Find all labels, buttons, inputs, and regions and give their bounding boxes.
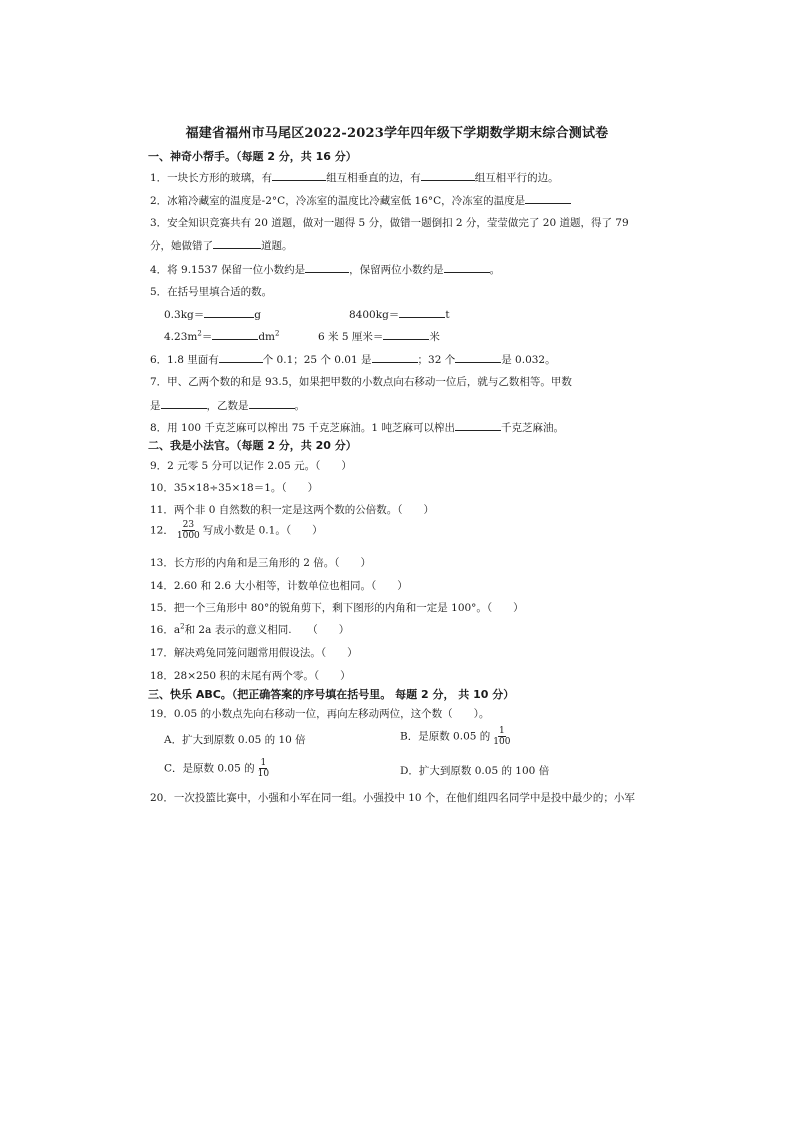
page-title: 福建省福州市马尾区2022-2023学年四年级下学期数学期末综合测试卷 [185,126,609,141]
question-text: 个 0.1；25 个 0.01 是 [262,354,372,366]
answer-blank[interactable] [455,351,501,363]
question-6 [150,351,556,367]
fraction [492,726,511,747]
question-10: 10．35×18÷35×18＝1。（ ） [150,482,319,494]
question-9: 9．2 元零 5 分可以记作 2.05 元。（ ） [150,460,352,472]
question-text: 分，她做错了 [150,240,213,252]
question-5-item-1 [164,306,261,322]
question-text: 7．甲、乙两个数的和是 93.5，如果把甲数的小数点向右移动一位后，就与乙数相等。甲数 [150,376,572,388]
question-18: 18．28×250 积的末尾有两个零。（ ） [150,670,351,682]
answer-blank[interactable] [249,397,295,409]
question-text: ，乙数是 [206,400,249,412]
question-3 [150,215,629,230]
answer-blank[interactable] [305,261,349,273]
question-text: 6．1.8 里面有 [150,354,219,366]
question-text: 组互相垂直的边，有 [326,172,421,184]
answer-blank[interactable] [161,397,207,409]
question-text: ，保留两位小数约是 [349,264,444,276]
superscript: 2 [275,329,280,338]
question-8 [150,419,564,435]
question-7 [150,374,572,389]
superscript: 2 [180,622,185,631]
question-text: 道题。 [261,240,293,252]
question-3-cont [150,237,293,253]
answer-blank[interactable] [219,351,263,363]
fraction-numerator: 1 [499,726,505,736]
choice-d[interactable]: D．扩大到原数 0.05 的 100 倍 [400,765,550,777]
answer-blank[interactable] [212,328,258,340]
question-text: 是 [150,400,161,412]
fraction-denominator: 1000 [176,531,200,541]
question-17: 17．解决鸡兔同笼问题常用假设法。（ ） [150,647,358,659]
question-text: 是 0.032。 [501,354,556,366]
question-15: 15．把一个三角形中 80°的锐角剪下，剩下图形的内角和一定是 100°。（ ） [150,602,524,614]
question-5 [150,284,272,299]
question-text: 5．在括号里填合适的数。 [150,286,273,298]
question-text: 12． [150,524,174,537]
answer-blank[interactable] [444,261,490,273]
answer-blank[interactable] [421,169,475,181]
fraction-numerator: 1 [260,758,267,768]
choice-text: C．是原数 0.05 的 [164,762,255,775]
question-text: 1．一块长方形的玻璃，有 [150,172,273,184]
choice-a[interactable]: A．扩大到原数 0.05 的 10 倍 [164,734,306,746]
unit-text: t [445,309,450,321]
question-text: 4.23m [164,331,198,343]
answer-blank[interactable] [372,351,418,363]
question-text: 。 [294,400,305,412]
unit-text: g [254,309,262,321]
question-12 [150,520,323,541]
answer-blank[interactable] [525,192,571,204]
question-text: 写成小数是 0.1。（ ） [202,524,323,537]
question-text: 8400kg＝ [349,309,400,321]
question-16 [150,622,349,637]
question-text: 组互相平行的边。 [474,172,559,184]
question-5-item-4 [318,328,440,344]
question-text: 和 2a 表示的意义相同. （ ） [184,624,350,636]
question-11: 11．两个非 0 自然数的积一定是这两个数的公倍数。（ ） [150,504,434,516]
choice-b[interactable] [400,726,513,747]
section-heading-3: 三、快乐 ABC。（把正确答案的序号填在括号里。 每题 2 分， 共 10 分） [148,688,515,701]
answer-blank[interactable] [399,306,445,318]
section-heading-2: 二、我是小法官。（每题 2 分，共 20 分） [148,439,357,452]
fraction-denominator: 100 [493,737,511,747]
question-text: 4．将 9.1537 保留一位小数约是 [150,264,306,276]
answer-blank[interactable] [455,419,501,431]
question-text: 16．a [150,624,181,636]
fraction-numerator: 23 [182,520,195,530]
fraction [176,520,201,541]
answer-blank[interactable] [213,237,261,249]
superscript: 2 [197,329,202,338]
question-7-cont [150,397,305,413]
question-text: 3．安全知识竞赛共有 20 道题，做对一题得 5 分，做错一题倒扣 2 分，莹莹做完了 20 道题，得了 79 [150,217,629,229]
question-text: 8．用 100 千克芝麻可以榨出 75 千克芝麻油。1 吨芝麻可以榨出 [150,422,455,434]
question-19: 19．0.05 的小数点先向右移动一位，再向左移动两位，这个数（ ）。 [150,708,490,720]
question-text: 千克芝麻油。 [500,422,564,434]
question-1 [150,169,559,185]
question-4 [150,261,500,277]
unit-text: 米 [429,331,440,343]
question-text: 。 [489,264,501,276]
question-text: 2．冰箱冷藏室的温度是-2°C，冷冻室的温度比冷藏室低 16°C，冷冻室的温度是 [150,195,526,207]
section-heading-1: 一、神奇小帮手。（每题 2 分，共 16 分） [148,150,357,163]
unit-text: dm [258,331,275,343]
choice-c[interactable] [164,758,272,779]
choice-text: B．是原数 0.05 的 [400,730,491,743]
fraction [257,758,270,779]
answer-blank[interactable] [204,306,254,318]
question-5-item-3 [164,328,279,344]
question-13: 13．长方形的内角和是三角形的 2 倍。（ ） [150,557,371,569]
question-14: 14．2.60 和 2.6 大小相等，计数单位也相同。（ ） [150,580,408,592]
question-2 [150,192,571,208]
fraction-denominator: 10 [257,769,270,779]
question-text: ；32 个 [417,354,456,366]
question-text: 0.3kg＝ [164,309,205,321]
question-5-item-2 [349,306,450,322]
question-text: ＝ [201,331,213,343]
question-20: 20．一次投篮比赛中，小强和小军在同一组。小强投中 10 个，在他们组四名同学中是投中最少的；小军 [150,792,635,804]
answer-blank[interactable] [272,169,326,181]
question-text: 6 米 5 厘米＝ [318,331,384,343]
answer-blank[interactable] [383,328,429,340]
